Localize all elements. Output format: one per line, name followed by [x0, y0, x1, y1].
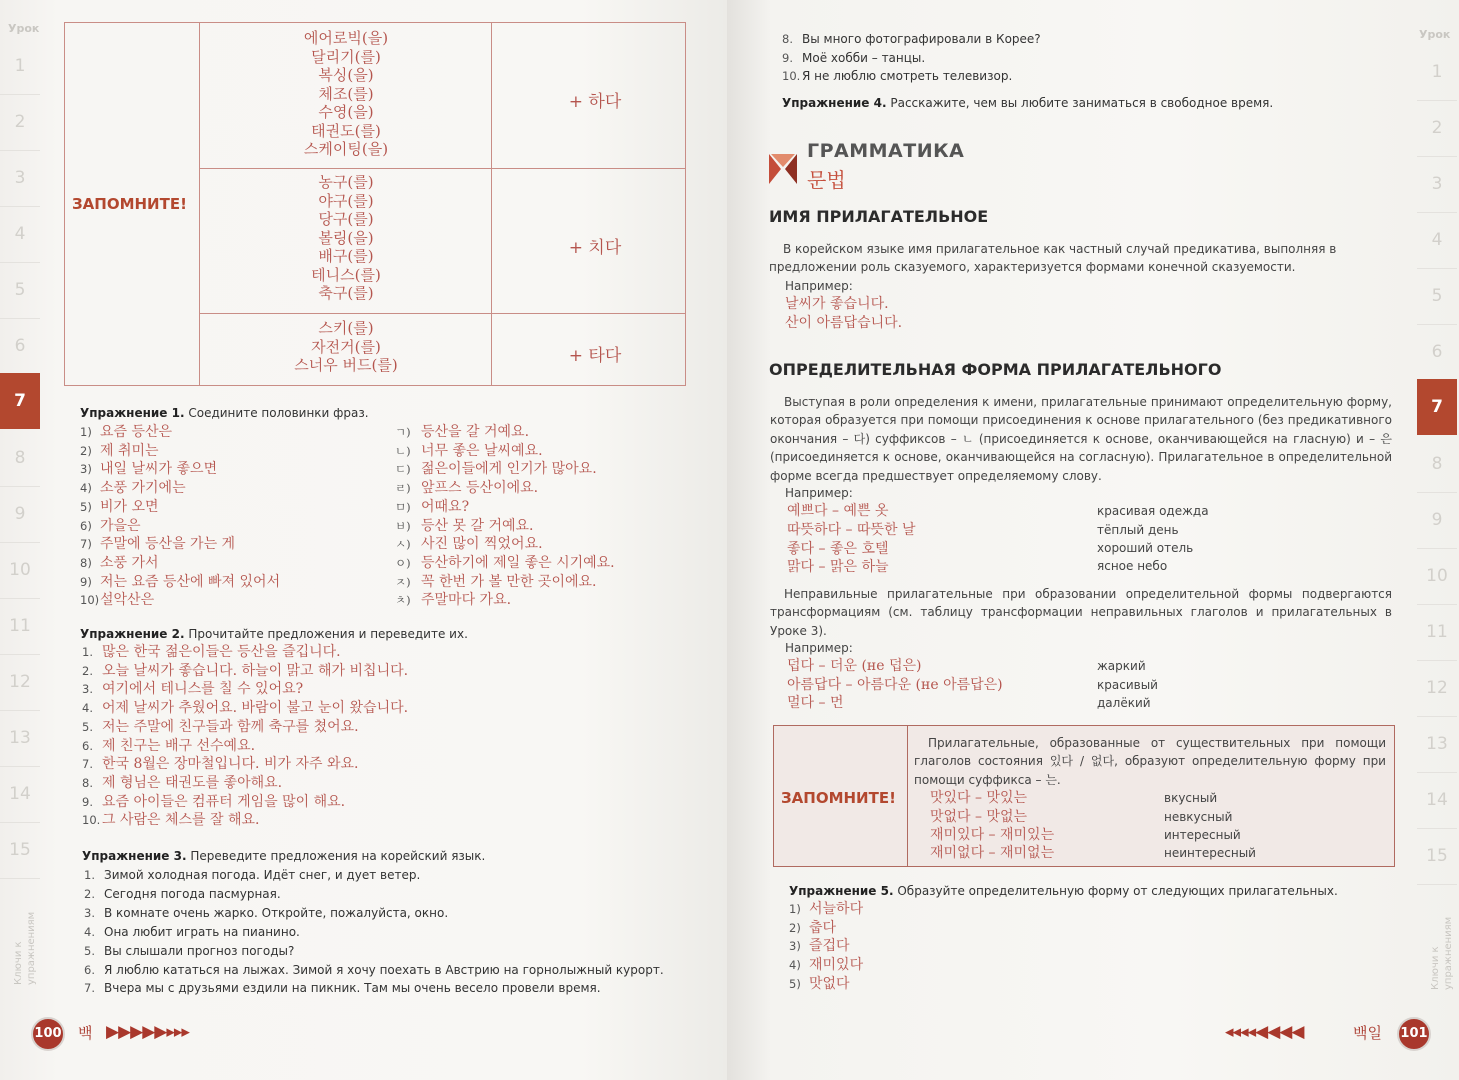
item-text: 가을은: [100, 517, 141, 534]
item-number: 8.: [82, 775, 93, 790]
remember-table: [64, 22, 686, 386]
list-item: [84, 961, 664, 980]
lesson-tab-7-active[interactable]: 7: [0, 373, 40, 429]
lesson-tab-3[interactable]: 3: [0, 150, 40, 207]
word: 농구(를): [318, 173, 374, 191]
lesson-tab-8[interactable]: 8: [1417, 436, 1457, 493]
lesson-tab-11[interactable]: 11: [0, 598, 40, 655]
list-item: [84, 942, 664, 961]
page-word-left: 백: [78, 1024, 93, 1042]
item-number: 6.: [84, 962, 95, 977]
item-text: 앞프스 등산이에요.: [421, 480, 539, 497]
example-ru: жаркий: [1097, 659, 1146, 673]
list-item: [84, 885, 664, 904]
item-number: 10): [80, 593, 100, 608]
remember-example-ru: неинтересный: [1164, 846, 1256, 860]
list-item: [82, 680, 408, 699]
lesson-tab-10[interactable]: 10: [0, 542, 40, 599]
item-number: 5.: [82, 719, 93, 734]
item-text: 비가 오면: [100, 498, 159, 515]
list-item: [82, 643, 408, 662]
list-item: [395, 517, 615, 536]
section-title-attributive: ОПРЕДЕЛИТЕЛЬНАЯ ФОРМА ПРИЛАГАТЕЛЬНОГО: [769, 360, 1222, 379]
example-ko: 덥다 – 더운 (не 덥은): [787, 658, 922, 674]
item-text: 등산하기에 제일 좋은 시기예요.: [421, 554, 615, 571]
list-item: [789, 919, 863, 938]
item-number: 9.: [782, 50, 793, 65]
lesson-tab-14[interactable]: 14: [1417, 772, 1457, 829]
item-text: 재미있다: [809, 957, 864, 974]
table-divider: [491, 23, 492, 385]
item-text: 소풍 가서: [100, 554, 159, 571]
lesson-tab-15[interactable]: 15: [1417, 828, 1457, 885]
list-item: [782, 30, 1041, 49]
item-text: 주말마다 가요.: [421, 592, 512, 609]
item-number: 3): [80, 462, 92, 477]
list-item: [80, 498, 280, 517]
word: 배구(를): [318, 247, 374, 265]
list-item: [395, 554, 615, 573]
list-item: [82, 662, 408, 681]
list-item: [395, 460, 615, 479]
item-text: 요즘 아이들은 컴퓨터 게임을 많이 해요.: [102, 793, 346, 810]
item-number: 9.: [82, 794, 93, 809]
word: 수영(을): [318, 103, 374, 121]
word: 테니스(를): [311, 265, 381, 284]
item-text: 제 친구는 배구 선수예요.: [102, 737, 256, 754]
exercise-5-title: [789, 884, 1338, 898]
lesson-tab-12[interactable]: 12: [0, 654, 40, 711]
item-text: 사진 많이 찍었어요.: [421, 536, 543, 553]
item-text: Вчера мы с друзьями ездили на пикник. Там мы очень весело провели время.: [104, 981, 601, 996]
item-number: 7.: [84, 981, 95, 996]
remember-example-ko: 재미없다 – 재미없는: [930, 845, 1055, 861]
item-number: 1): [789, 902, 801, 916]
exercise-task: Прочитайте предложения и переведите их.: [188, 627, 468, 641]
exercise-1-right-column: [395, 423, 615, 610]
remember-box: [773, 725, 1395, 867]
item-number: 7.: [82, 757, 93, 772]
verb-hada: + 하다: [568, 92, 622, 112]
right-page: [727, 0, 1459, 1080]
item-letter: ㅊ): [395, 593, 411, 608]
word: 복싱(을): [318, 66, 374, 84]
remember-example-ru: интересный: [1164, 828, 1241, 842]
item-letter: ㅅ): [395, 537, 411, 552]
exercise-3-list: [84, 866, 664, 998]
grammar-heading: ГРАММАТИКА: [807, 140, 965, 162]
exercise-4-title: [782, 96, 1273, 110]
lesson-tab-4[interactable]: 4: [1417, 212, 1457, 269]
item-text: 어제 날씨가 추웠어요. 바람이 불고 눈이 왔습니다.: [102, 700, 409, 717]
item-text: Вы много фотографировали в Корее?: [802, 32, 1041, 46]
example-label: Например:: [785, 641, 853, 655]
verb-group-tada: [201, 319, 491, 375]
lesson-tab-15[interactable]: 15: [0, 822, 40, 879]
example-ko: 따뜻하다 – 따뜻한 날: [787, 522, 916, 538]
lesson-tab-6[interactable]: 6: [1417, 324, 1457, 381]
list-item: [782, 49, 1041, 68]
item-text: 꼭 한번 가 볼 만한 곳이에요.: [421, 573, 597, 590]
exercise-1-title: [80, 406, 369, 420]
item-text: 제 형님은 태권도를 좋아해요.: [102, 774, 283, 791]
item-letter: ㄱ): [395, 425, 411, 439]
item-letter: ㄷ): [395, 462, 411, 477]
lesson-tab-7-active[interactable]: 7: [1417, 379, 1457, 435]
exercise-3-continued: [782, 30, 1041, 86]
word: 스케이팅(을): [303, 140, 389, 158]
example-label: Например:: [785, 486, 853, 500]
item-text: Я люблю кататься на лыжах. Зимой я хочу поехать в Австрию на горнолыжный курорт.: [104, 962, 664, 977]
word: 볼링(을): [318, 228, 374, 247]
lesson-tab-9[interactable]: 9: [1417, 492, 1457, 549]
item-number: 2): [789, 920, 801, 935]
item-text: 오늘 날씨가 좋습니다. 하늘이 맑고 해가 비칩니다.: [102, 662, 409, 679]
item-text: 그 사람은 체스를 잘 해요.: [102, 812, 260, 829]
item-number: 7): [80, 537, 92, 552]
remember-example-ru: вкусный: [1164, 791, 1218, 805]
lesson-tab-4[interactable]: 4: [0, 206, 40, 263]
item-number: 1): [80, 425, 92, 439]
item-number: 4.: [84, 924, 95, 939]
item-number: 6): [80, 518, 92, 533]
item-number: 3.: [82, 682, 93, 697]
exercise-2-title: [80, 627, 468, 641]
item-number: 3): [789, 939, 801, 954]
item-text: 주말에 등산을 가는 게: [100, 536, 236, 553]
verb-group-hada: [201, 29, 491, 159]
item-text: 저는 요즘 등산에 빠져 있어서: [100, 573, 281, 590]
item-text: 등산을 갈 거예요.: [421, 424, 530, 440]
list-item: [80, 442, 280, 461]
list-item: [82, 774, 408, 793]
list-item: [789, 937, 863, 956]
remember-label: ЗАПОМНИТЕ!: [72, 195, 187, 213]
list-item: [395, 423, 615, 442]
section-paragraph: Выступая в роли определения к имени, прилагательные принимают определительную форму, которая образуется при помощи присоединения к основе прилагательного (без предикативного окончания – 다) суффиксов – ㄴ (присоединяется к основе, оканчивающейся на гласную) и – 은 (присоединяется к основе, оканчивающейся на согласную). Прилагательное в определительной форме всегда предшествует определяемому слову.: [770, 395, 1392, 483]
lesson-tab-13[interactable]: 13: [0, 710, 40, 767]
list-item: [80, 573, 280, 592]
item-text: Сегодня погода пасмурная.: [104, 886, 281, 901]
arrow-decoration-left: ▶▶▶▶▶▸▸▸: [106, 1022, 189, 1042]
list-item: [789, 956, 863, 975]
example-sentence: 산이 아름답습니다.: [785, 315, 903, 331]
remember-example-ko: 재미있다 – 재미있는: [930, 827, 1055, 843]
section-paragraph: В корейском языке имя прилагательное как частный случай предикатива, выполняя в предложении роль сказуемого, характеризуется формами конечной сказуемости.: [769, 242, 1337, 275]
list-item: [84, 979, 664, 998]
section-title-adjective: ИМЯ ПРИЛАГАТЕЛЬНОЕ: [769, 207, 989, 226]
item-number: 10.: [782, 69, 801, 83]
lesson-tab-14[interactable]: 14: [0, 766, 40, 823]
example-ko: 아름답다 – 아름다운 (не 아름답은): [787, 677, 1003, 693]
example-ru: красивая одежда: [1097, 504, 1209, 518]
lesson-tab-1[interactable]: 1: [0, 38, 40, 95]
exercise-task: Переведите предложения на корейский язык.: [190, 849, 486, 863]
verb-tada: + 타다: [568, 346, 622, 366]
item-number: 2.: [82, 663, 93, 678]
word: 스너우 버드(를): [294, 356, 398, 374]
lesson-tab-11[interactable]: 11: [1417, 604, 1457, 661]
example-ru: ясное небо: [1097, 559, 1168, 573]
exercise-task: Образуйте определительную форму от следующих прилагательных.: [897, 884, 1338, 898]
list-item: [80, 591, 280, 610]
verb-group-chida: [201, 173, 491, 303]
item-text: 많은 한국 젊은이들은 등산을 즐깁니다.: [102, 644, 341, 660]
exercise-1-left-column: [80, 423, 280, 610]
item-number: 4.: [82, 701, 93, 716]
remember-text: Прилагательные, образованные от существительных при помощи глаголов состояния 있다 / 없다, образуют определительную форму при помощи суффикса – 는.: [914, 736, 1386, 787]
item-letter: ㅁ): [395, 499, 411, 514]
item-text: 즐겁다: [809, 938, 850, 955]
item-text: Она любит играть на пианино.: [104, 924, 300, 939]
example-ko: 멀다 – 먼: [787, 695, 844, 711]
example-ru: далёкий: [1097, 696, 1151, 710]
item-text: 소풍 가기에는: [100, 480, 186, 497]
table-divider: [199, 23, 200, 385]
example-ko: 좋다 – 좋은 호텔: [787, 541, 889, 557]
list-item: [782, 67, 1041, 86]
tabs-header: Урок: [1419, 28, 1451, 41]
list-item: [84, 866, 664, 885]
list-item: [82, 811, 408, 830]
item-letter: ㅇ): [395, 555, 411, 570]
exercise-3-title: [82, 849, 485, 863]
item-number: 4): [789, 958, 801, 973]
keys-tab[interactable]: Ключи к упражнениям: [1430, 916, 1454, 990]
remember-example-ko: 맛있다 – 맛있는: [930, 790, 1028, 806]
item-text: Моё хобби – танцы.: [802, 50, 926, 65]
item-number: 4): [80, 481, 92, 496]
list-item: [80, 460, 280, 479]
item-number: 3.: [84, 905, 95, 920]
word: 태권도(를): [311, 121, 381, 140]
list-item: [82, 699, 408, 718]
item-text: 등산 못 갈 거예요.: [421, 517, 534, 534]
word: 에어로빅(을): [303, 29, 389, 47]
item-text: 너무 좋은 날씨예요.: [421, 442, 543, 459]
item-text: 어때요?: [421, 498, 470, 515]
exercise-task: Соедините половинки фраз.: [188, 406, 369, 420]
exercise-label: Упражнение 3.: [82, 849, 187, 863]
lesson-tab-1[interactable]: 1: [1417, 44, 1457, 101]
item-number: 10.: [82, 813, 101, 828]
item-number: 1.: [84, 868, 95, 882]
list-item: [82, 737, 408, 756]
list-item: [789, 900, 863, 919]
section-paragraph: Неправильные прилагательные при образовании определительной формы подвергаются трансформациям (см. таблицу трансформации неправильных глаголов и прилагательных в Уроке 3).: [770, 587, 1392, 638]
verb-chida: + 치다: [568, 238, 622, 258]
list-item: [84, 923, 664, 942]
list-item: [80, 535, 280, 554]
example-label: Например:: [785, 279, 853, 293]
keys-tab[interactable]: Ключи к упражнениям: [13, 911, 37, 985]
list-item: [82, 718, 408, 737]
example-sentence: 날씨가 좋습니다.: [785, 296, 889, 312]
word: 당구(를): [318, 210, 374, 228]
box-divider: [907, 726, 908, 866]
lesson-tab-2[interactable]: 2: [1417, 100, 1457, 157]
item-text: Вы слышали прогноз погоды?: [104, 943, 295, 958]
list-item: [789, 975, 863, 994]
item-number: 9): [80, 574, 92, 589]
list-item: [395, 573, 615, 592]
remember-example-ko: 맛없다 – 맛없는: [930, 809, 1028, 825]
list-item: [82, 755, 408, 774]
list-item: [395, 535, 615, 554]
exercise-5-list: [789, 900, 863, 994]
item-text: 서늘하다: [809, 901, 864, 917]
list-item: [80, 479, 280, 498]
tabs-header: Урок: [8, 22, 40, 35]
word: 야구(를): [318, 191, 374, 210]
item-text: 요즘 등산은: [100, 424, 173, 440]
lesson-tab-9[interactable]: 9: [0, 486, 40, 543]
item-text: 한국 8월은 장마철입니다. 비가 자주 와요.: [102, 756, 359, 773]
list-item: [395, 479, 615, 498]
item-text: 맛없다: [809, 975, 850, 992]
example-ko: 예쁘다 – 예쁜 옷: [787, 503, 889, 519]
example-ru: хороший отель: [1097, 541, 1194, 555]
example-ko: 맑다 – 맑은 하늘: [787, 559, 889, 575]
remember-example-ru: невкусный: [1164, 810, 1233, 824]
table-divider: [199, 313, 685, 314]
item-text: 내일 날씨가 좋으면: [100, 461, 218, 478]
item-letter: ㅂ): [395, 518, 411, 533]
page-number-left: 100: [31, 1017, 65, 1051]
item-text: 젊은이들에게 인기가 많아요.: [421, 461, 597, 478]
lesson-tab-13[interactable]: 13: [1417, 716, 1457, 773]
table-divider: [199, 168, 685, 169]
list-item: [80, 423, 280, 442]
item-number: 5): [789, 976, 801, 991]
exercise-label: Упражнение 2.: [80, 627, 185, 641]
exercise-task: Расскажите, чем вы любите заниматься в свободное время.: [890, 96, 1274, 110]
word: 달리기(를): [311, 47, 381, 66]
list-item: [80, 517, 280, 536]
list-item: [84, 904, 664, 923]
lesson-tab-12[interactable]: 12: [1417, 660, 1457, 717]
page-word-right: 백일: [1353, 1024, 1382, 1042]
lesson-tab-3[interactable]: 3: [1417, 156, 1457, 213]
item-text: В комнате очень жарко. Откройте, пожалуйста, окно.: [104, 905, 449, 920]
item-text: 춥다: [809, 919, 837, 936]
page-number-right: 101: [1397, 1017, 1431, 1051]
item-number: 5): [80, 499, 92, 514]
item-text: 여기에서 테니스를 칠 수 있어요?: [102, 681, 304, 698]
example-ru: красивый: [1097, 678, 1158, 692]
word: 스키(를): [318, 319, 374, 337]
lesson-tab-6[interactable]: 6: [0, 318, 40, 375]
item-number: 2): [80, 443, 92, 458]
lesson-tab-5[interactable]: 5: [1417, 268, 1457, 325]
list-item: [395, 498, 615, 517]
list-item: [80, 554, 280, 573]
item-text: 저는 주말에 친구들과 함께 축구를 쳤어요.: [102, 718, 359, 735]
list-item: [395, 591, 615, 610]
lesson-tab-8[interactable]: 8: [0, 430, 40, 487]
list-item: [395, 442, 615, 461]
exercise-label: Упражнение 5.: [789, 884, 894, 898]
left-page: [0, 0, 727, 1080]
item-number: 1.: [82, 645, 93, 659]
item-text: 설악산은: [100, 592, 155, 609]
word: 축구(를): [318, 284, 374, 302]
item-number: 2.: [84, 886, 95, 901]
lesson-tab-2[interactable]: 2: [0, 94, 40, 151]
list-item: [82, 793, 408, 812]
item-number: 5.: [84, 943, 95, 958]
word: 체조(를): [318, 84, 374, 103]
item-number: 8.: [782, 32, 793, 46]
item-number: 8): [80, 555, 92, 570]
item-text: 제 취미는: [100, 442, 159, 459]
item-text: Зимой холодная погода. Идёт снег, и дует ветер.: [104, 868, 421, 882]
grammar-x-icon: [767, 152, 799, 186]
item-letter: ㄴ): [395, 443, 411, 458]
item-letter: ㅈ): [395, 574, 411, 589]
word: 자전거(를): [311, 337, 381, 356]
item-text: Я не люблю смотреть телевизор.: [802, 69, 1013, 83]
exercise-label: Упражнение 1.: [80, 406, 185, 420]
item-letter: ㄹ): [395, 481, 411, 496]
item-number: 6.: [82, 738, 93, 753]
example-ru: тёплый день: [1097, 523, 1179, 537]
exercise-2-list: [82, 643, 408, 830]
lesson-tab-10[interactable]: 10: [1417, 548, 1457, 605]
grammar-heading-korean: 문법: [807, 168, 846, 192]
arrow-decoration-right: ◂◂◂◂◀◀◀◀: [1225, 1022, 1304, 1042]
remember-label: ЗАПОМНИТЕ!: [781, 789, 896, 807]
lesson-tab-5[interactable]: 5: [0, 262, 40, 319]
exercise-label: Упражнение 4.: [782, 96, 887, 110]
